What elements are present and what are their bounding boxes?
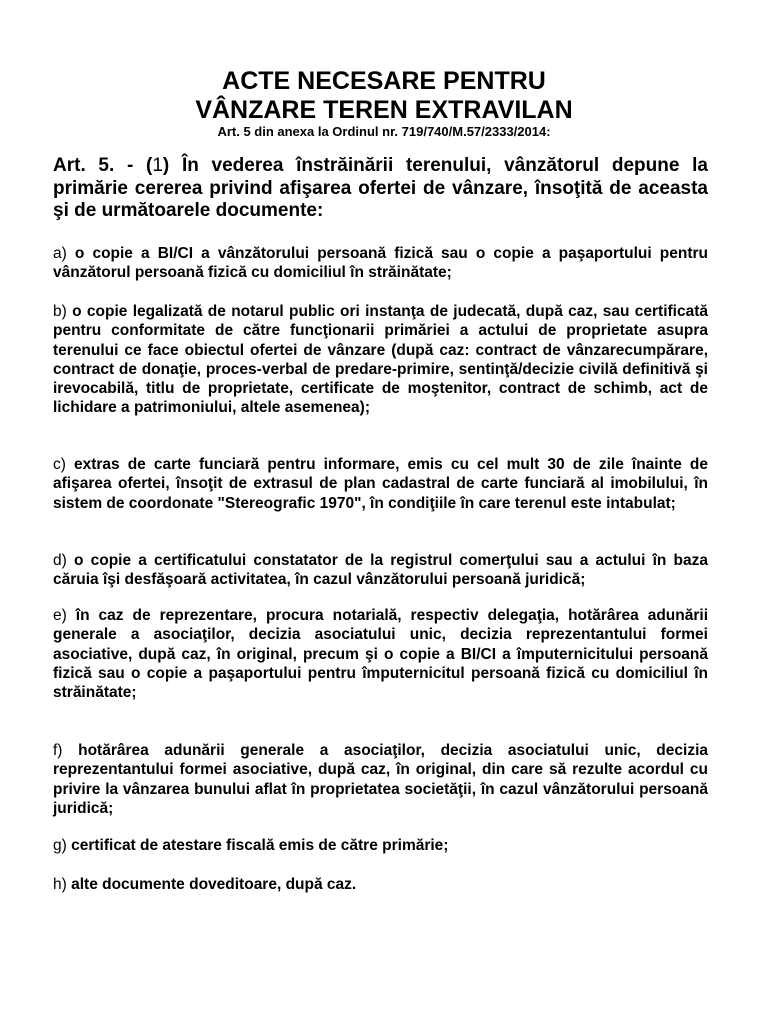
intro-text: ) În vederea înstrăinării terenului, vânzătorul depune la primărie cererea privind afişarea ofertei de vânzare, însoţită de aceasta şi de următoarele documente: (53, 155, 708, 221)
list-item-f (53, 741, 708, 818)
list-item-b (53, 302, 708, 418)
intro-number: 1 (152, 155, 163, 176)
item-text: hotărârea adunării generale a asociaţilor, decizia asociatului unic, decizia reprezentantului formei asociative, după caz, în original, din care să rezulte acordul cu privire la vânzarea bunului aflat în proprietatea societăţii, în cazul vânzătorului persoană juridică; (53, 742, 708, 817)
item-text: o copie a certificatului constatator de la registrul comerţului sau a actului în baza căruia îşi desfăşoară activitatea, în cazul vânzătorului persoană juridică; (53, 552, 708, 589)
item-text: o copie legalizată de notarul public ori instanţa de judecată, după caz, sau certificată pentru conformitate de către funcţionarii primăriei a actului de proprietate asupra terenului ce face obiectul ofertei de vânzare (după caz: contract de vânzarecumpărare, contract de donaţie, proces-verbal de predare-primire, sentinţă/decizie civilă definitivă şi irevocabilă, titlu de proprietate, certificate de moştenitor, contract de schimb, act de lichidare a patrimoniului, altele asemenea); (53, 303, 708, 417)
item-label: b) (53, 303, 67, 320)
item-label: c) (53, 456, 66, 473)
item-text: în caz de reprezentare, procura notarială, respectiv delegaţia, hotărârea adunării generale a asociaţilor, decizia asociatului unic, decizia reprezentantului formei asociative, după caz, în original, precum şi o copie a BI/CI a împuternicitului persoană fizică sau o copie a paşaportului pentru împuternicitul persoană fizică cu domiciliul în străinătate; (53, 607, 708, 702)
list-item-h (53, 875, 708, 894)
list-item-c (53, 455, 708, 513)
item-label: f) (53, 742, 63, 759)
intro-prefix: Art. 5. - ( (53, 155, 153, 176)
item-text: o copie a BI/CI a vânzătorului persoană fizică sau o copie a paşaportului pentru vânzătorul persoană fizică cu domiciliul în străinătate; (53, 245, 708, 282)
list-item-d (53, 551, 708, 590)
article-intro (53, 155, 708, 223)
list-item-e (53, 606, 708, 702)
title-line-2: VÂNZARE TEREN EXTRAVILAN (195, 96, 573, 124)
subtitle: Art. 5 din anexa la Ordinul nr. 719/740/M.57/2333/2014: (217, 124, 551, 139)
item-text: extras de carte funciară pentru informare, emis cu cel mult 30 de zile înainte de afişarea ofertei, însoţit de extrasul de plan cadastral de carte funciară al imobilului, în sistem de coordonate "Stereografic 1970", în condiţiile în care terenul este intabulat; (53, 456, 708, 512)
list-item-g (53, 836, 708, 855)
item-label: a) (53, 245, 67, 262)
item-label: d) (53, 552, 67, 569)
page-title (0, 67, 768, 125)
item-text: certificat de atestare fiscală emis de către primărie; (71, 837, 449, 854)
item-label: g) (53, 837, 67, 854)
item-label: e) (53, 607, 67, 624)
item-label: h) (53, 876, 67, 893)
item-text: alte documente doveditoare, după caz. (71, 876, 357, 893)
list-item-a (53, 244, 708, 283)
title-line-1: ACTE NECESARE PENTRU (222, 67, 546, 95)
